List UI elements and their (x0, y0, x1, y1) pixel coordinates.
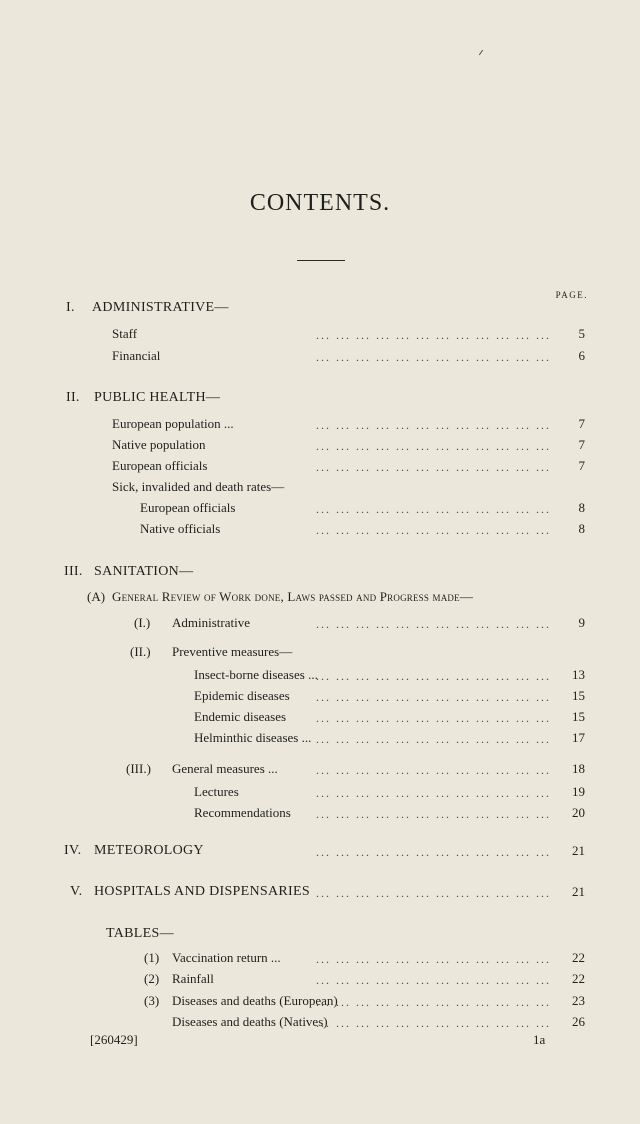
page-number: 9 (578, 615, 585, 630)
entry-european-population: European population ... (112, 416, 234, 431)
entry-financial: Financial (112, 348, 161, 363)
entry-diseases-natives: Diseases and deaths (Natives) (172, 1014, 328, 1029)
entry-sick-rates: Sick, invalided and death rates— (112, 479, 285, 494)
page-number: 17 (572, 730, 585, 745)
section-title-sanitation: SANITATION— (94, 564, 194, 579)
dot-leader: ... ... ... ... ... ... ... ... ... ... ... ... (316, 350, 551, 364)
page-number: 19 (572, 784, 585, 799)
subitem-number-i: (I.) (134, 615, 151, 630)
page-number: 21 (572, 843, 585, 858)
page-number: 23 (572, 993, 585, 1008)
entry-vaccination-return: Vaccination return ... (172, 950, 281, 965)
page-number: 5 (578, 326, 585, 341)
entry-insect-borne: Insect-borne diseases ... (194, 667, 318, 682)
dot-leader: ... ... ... ... ... ... ... ... ... ... ... ... (316, 617, 551, 631)
signature-mark: 1a (533, 1032, 546, 1047)
section-title-meteorology: METEOROLOGY (94, 843, 204, 858)
page-number: 6 (578, 348, 585, 363)
dot-leader: ... ... ... ... ... ... ... ... ... ... ... ... (316, 669, 551, 683)
page-number: 15 (572, 709, 585, 724)
entry-endemic: Endemic diseases (194, 709, 287, 724)
entry-recommendations: Recommendations (194, 805, 291, 820)
entry-native-population: Native population (112, 437, 206, 452)
table-number-2: (2) (144, 971, 160, 986)
dot-leader: ... ... ... ... ... ... ... ... ... ... ... ... (316, 995, 551, 1009)
page-number: 8 (578, 521, 585, 536)
page-number: 15 (572, 688, 585, 703)
page-number: 8 (578, 500, 585, 515)
dot-leader: ... ... ... ... ... ... ... ... ... ... ... ... (316, 763, 551, 777)
dot-leader: ... ... ... ... ... ... ... ... ... ... ... ... (316, 328, 551, 342)
entry-lectures: Lectures (194, 784, 239, 799)
page-number: 18 (572, 761, 585, 776)
page-number: 7 (578, 458, 585, 473)
table-number-1: (1) (144, 950, 160, 965)
section-title-public-health: PUBLIC HEALTH— (94, 390, 221, 405)
subitem-number-ii: (II.) (130, 644, 151, 659)
dot-leader: ... ... ... ... ... ... ... ... ... ... ... ... (316, 711, 551, 725)
page-number: 21 (572, 884, 585, 899)
page-number: 20 (572, 805, 585, 820)
entry-native-officials-rates: Native officials (140, 521, 221, 536)
entry-european-officials: European officials (112, 458, 208, 473)
subitem-number-iii: (III.) (126, 761, 151, 776)
title-rule (297, 260, 345, 261)
page-number: 7 (578, 437, 585, 452)
page-number: 26 (572, 1014, 585, 1029)
dot-leader: ... ... ... ... ... ... ... ... ... ... ... ... (316, 523, 551, 537)
dot-leader: ... ... ... ... ... ... ... ... ... ... ... ... (316, 952, 551, 966)
section-number-3: III. (64, 564, 83, 579)
page-number: 22 (572, 950, 585, 965)
page-column-header: PAGE. (555, 290, 588, 300)
entry-staff: Staff (112, 326, 138, 341)
dot-leader: ... ... ... ... ... ... ... ... ... ... ... ... (316, 502, 551, 516)
entry-preventive-measures: Preventive measures— (172, 644, 293, 659)
section-number-1: I. (66, 300, 75, 315)
dot-leader: ... ... ... ... ... ... ... ... ... ... ... ... (316, 807, 551, 821)
section-number-5: V. (70, 884, 83, 899)
dot-leader: ... ... ... ... ... ... ... ... ... ... ... ... (316, 439, 551, 453)
entry-european-officials-rates: European officials (140, 500, 236, 515)
dot-leader: ... ... ... ... ... ... ... ... ... ... ... ... (316, 460, 551, 474)
entry-helminthic: Helminthic diseases ... (194, 730, 312, 745)
section-title-administrative: ADMINISTRATIVE— (92, 300, 229, 315)
pencil-mark (479, 50, 483, 55)
dot-leader: ... ... ... ... ... ... ... ... ... ... ... ... (316, 845, 551, 859)
section-title-hospitals: HOSPITALS AND DISPENSARIES (94, 884, 310, 899)
dot-leader: ... ... ... ... ... ... ... ... ... ... ... ... (316, 690, 551, 704)
entry-diseases-european: Diseases and deaths (European) (172, 993, 338, 1008)
dot-leader: ... ... ... ... ... ... ... ... ... ... ... ... (316, 418, 551, 432)
page-number: 22 (572, 971, 585, 986)
dot-leader: ... ... ... ... ... ... ... ... ... ... ... ... (316, 1016, 551, 1030)
dot-leader: ... ... ... ... ... ... ... ... ... ... ... ... (316, 786, 551, 800)
entry-rainfall: Rainfall (172, 971, 214, 986)
entry-general-measures: General measures ... (172, 761, 278, 776)
subsection-a-title: General Review of Work done, Laws passed and Progress made— (112, 589, 474, 604)
table-number-3: (3) (144, 993, 160, 1008)
entry-administrative: Administrative (172, 615, 250, 630)
dot-leader: ... ... ... ... ... ... ... ... ... ... ... ... (316, 732, 551, 746)
section-number-2: II. (66, 390, 80, 405)
entry-epidemic: Epidemic diseases (194, 688, 290, 703)
page-number: 13 (572, 667, 585, 682)
print-code: [260429] (90, 1032, 138, 1047)
section-number-4: IV. (64, 843, 82, 858)
page-number: 7 (578, 416, 585, 431)
page-title: CONTENTS. (249, 190, 391, 216)
dot-leader: ... ... ... ... ... ... ... ... ... ... ... ... (316, 973, 551, 987)
subsection-label-a: (A) (87, 589, 106, 604)
section-title-tables: TABLES— (106, 926, 174, 941)
dot-leader: ... ... ... ... ... ... ... ... ... ... ... ... (316, 886, 551, 900)
